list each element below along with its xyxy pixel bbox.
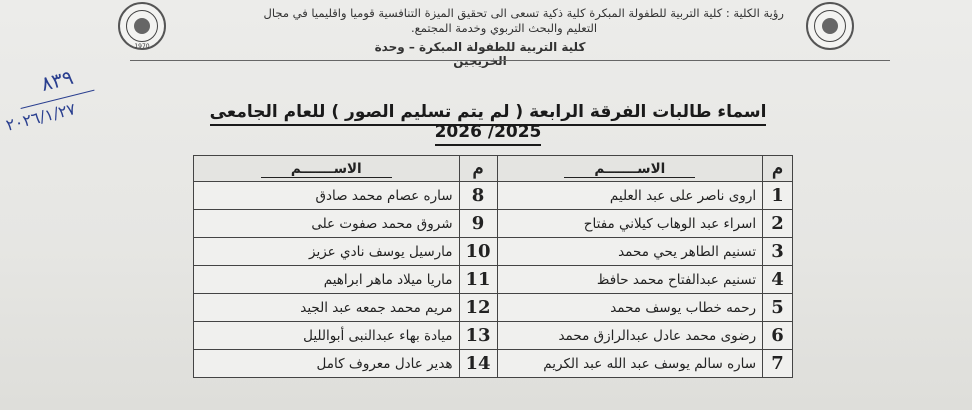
row-number: 9 [459, 210, 497, 238]
row-number: 4 [763, 266, 793, 294]
student-name: ماريا ميلاد ماهر ابراهيم [194, 266, 460, 294]
row-number: 3 [763, 238, 793, 266]
table-row [194, 322, 793, 350]
student-name: ساره سالم يوسف عبد الله عبد الكريم [497, 350, 763, 378]
student-name: هدير عادل معروف كامل [194, 350, 460, 378]
student-name: مريم محمد جمعه عبد الجيد [194, 294, 460, 322]
university-logo-right [806, 2, 854, 50]
row-number: 14 [459, 350, 497, 378]
table-header-row [194, 156, 793, 182]
vision-line-2: التعليم والبحث التربوي وخدمة المجتمع. [410, 21, 598, 35]
student-name: اسراء عبد الوهاب كيلاني مفتاح [497, 210, 763, 238]
row-number: 11 [459, 266, 497, 294]
student-name: ساره عصام محمد صادق [194, 182, 460, 210]
header-num-2: م [459, 156, 497, 182]
student-name: تسنيم عبدالفتاح محمد حافظ [497, 266, 763, 294]
students-table [193, 155, 793, 378]
table-row [194, 182, 793, 210]
row-number: 1 [763, 182, 793, 210]
faculty-vision [224, 6, 784, 36]
header-name-2: الاســـــــم [194, 156, 460, 182]
handwritten-note [0, 59, 112, 161]
vision-line-1: رؤية الكلية : كلية التربية للطفولة المبكرة كلية ذكية تسعى الى تحقيق الميزة التنافسية قوميا واقليميا في مجال [263, 6, 784, 20]
table-row [194, 266, 793, 294]
note-number: ٨٣٩ [38, 64, 76, 96]
table-row [194, 350, 793, 378]
row-number: 2 [763, 210, 793, 238]
header-name-1: الاســـــــم [497, 156, 763, 182]
student-name: ميادة بهاء عبدالنبى أبوالليل [194, 322, 460, 350]
row-number: 6 [763, 322, 793, 350]
faculty-unit: كلية التربية للطفولة المبكرة – وحدة الخريجين [374, 40, 586, 68]
row-number: 5 [763, 294, 793, 322]
row-number: 10 [459, 238, 497, 266]
row-number: 12 [459, 294, 497, 322]
row-number: 8 [459, 182, 497, 210]
table-row [194, 294, 793, 322]
student-name: اروى ناصر على عبد العليم [497, 182, 763, 210]
header-divider [130, 60, 890, 61]
row-number: 13 [459, 322, 497, 350]
note-date: ٢٠٢٦/١/٢٧ [4, 99, 78, 135]
student-name: رحمه خطاب يوسف محمد [497, 294, 763, 322]
row-number: 7 [763, 350, 793, 378]
student-name: تسنيم الطاهر يحي محمد [497, 238, 763, 266]
table-row [194, 210, 793, 238]
page-title: اسماء طالبات الفرقة الرابعة ( لم يتم تسليم الصور ) للعام الجامعى 2025/ 2026 [198, 102, 778, 142]
student-name: شروق محمد صفوت على [194, 210, 460, 238]
faculty-logo-left: 1970 [118, 2, 166, 50]
header-num-1: م [763, 156, 793, 182]
student-name: مارسيل يوسف نادي عزيز [194, 238, 460, 266]
student-name: رضوى محمد عادل عبدالرازق محمد [497, 322, 763, 350]
table-row [194, 238, 793, 266]
